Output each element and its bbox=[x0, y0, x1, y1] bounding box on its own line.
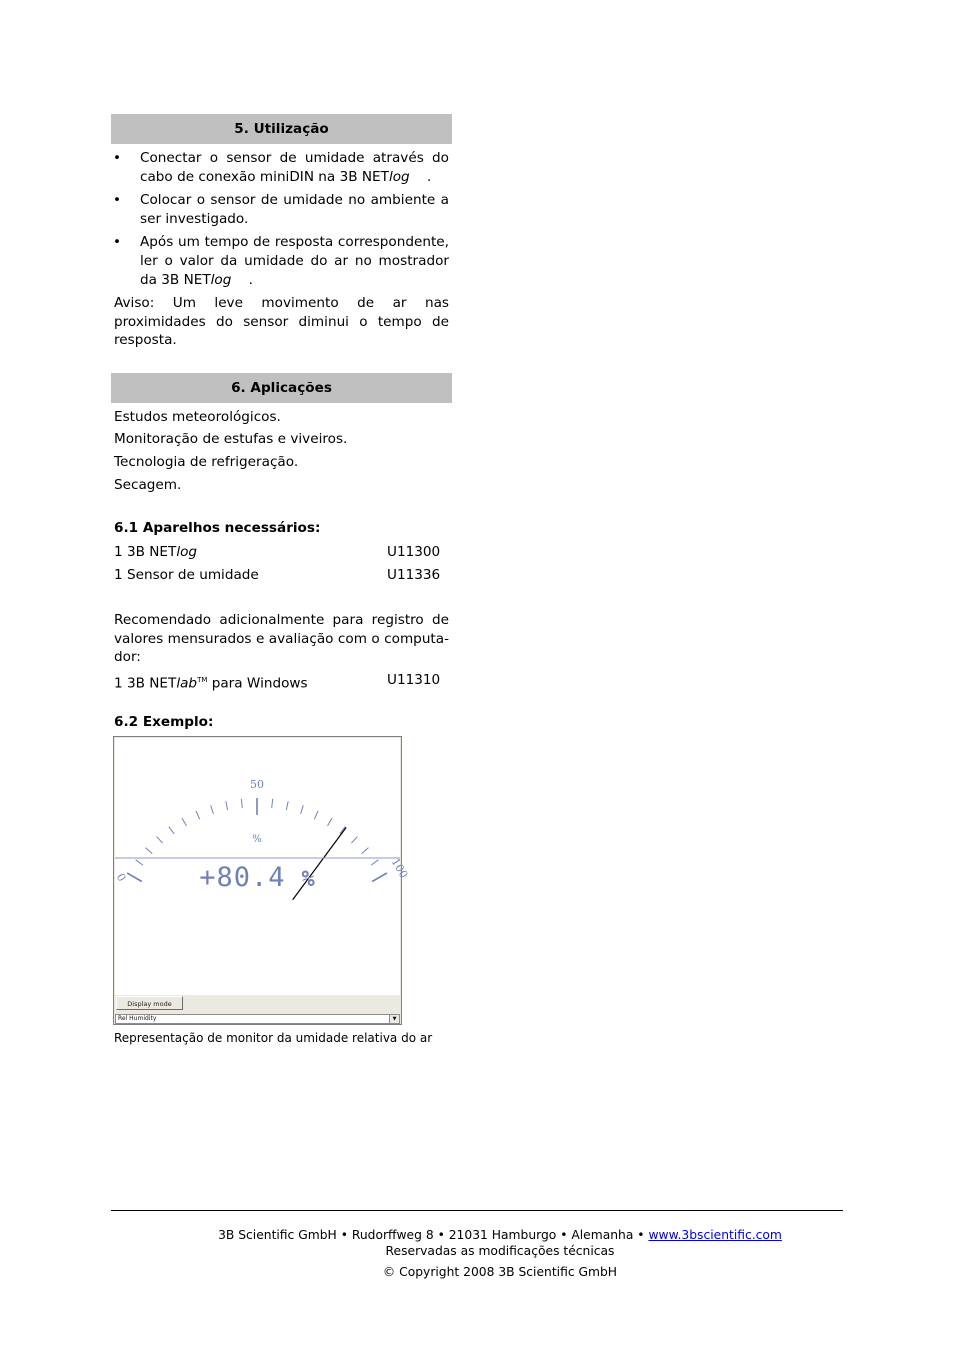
display-mode-button[interactable]: Display mode bbox=[116, 996, 183, 1010]
equipment-item-netlog: 1 3B NETlog bbox=[114, 544, 198, 560]
channel-select[interactable] bbox=[115, 1014, 400, 1024]
application-item: Tecnologia de refrigeração. bbox=[114, 454, 299, 470]
chevron-down-icon[interactable]: ▼ bbox=[389, 1015, 399, 1023]
monitor-display bbox=[113, 738, 411, 995]
equipment-code: U11336 bbox=[387, 567, 441, 583]
gauge-minor-tick bbox=[211, 805, 214, 814]
application-item: Secagem. bbox=[114, 477, 182, 493]
readout-unit: % bbox=[301, 867, 316, 892]
gauge-minor-tick bbox=[226, 801, 228, 810]
footer-copyright: © Copyright 2008 3B Scientific GmbH bbox=[382, 1265, 618, 1279]
equipment-code: U11300 bbox=[387, 544, 441, 560]
recommendation-paragraph bbox=[111, 611, 452, 667]
gauge-label-mid: 50 bbox=[250, 778, 264, 791]
section-6-heading: 6. Aplicações bbox=[111, 373, 452, 403]
gauge-minor-tick bbox=[328, 818, 333, 826]
footer-divider bbox=[111, 1210, 843, 1211]
section-5-body bbox=[111, 149, 452, 350]
footer-reserved: Reservadas as modificações técnicas bbox=[385, 1244, 615, 1258]
equipment-item-netlab: 1 3B NETlab™ para Windows bbox=[114, 675, 308, 692]
gauge-minor-tick bbox=[314, 811, 318, 819]
usage-note: Aviso: Um leve movimento de ar nas proximidades do sensor diminui o tempo de resposta. bbox=[114, 295, 449, 349]
equipment-heading: 6.1 Aparelhos necessários: bbox=[114, 520, 321, 536]
gauge-label-unit: % bbox=[252, 834, 262, 845]
gauge-minor-tick bbox=[351, 837, 357, 844]
gauge-minor-tick bbox=[301, 805, 304, 814]
gauge-label-max: 100 bbox=[388, 855, 411, 881]
gauge-minor-tick bbox=[362, 848, 369, 854]
website-link[interactable]: www.3bscientific.com bbox=[648, 1228, 782, 1242]
usage-step-2: • Colocar o sensor de umidade no ambiente a ser investigado. bbox=[111, 191, 452, 228]
usage-step-1: • Conectar o sensor de umidade através do cabo de conexão miniDIN na 3B NETlog . bbox=[111, 149, 452, 186]
gauge-minor-tick bbox=[157, 837, 163, 844]
footer-address: 3B Scientific GmbH • Rudorffweg 8 • 21031 Hamburgo • Alemanha • www.3bscientific.com bbox=[218, 1228, 782, 1242]
application-item: Monitoração de estufas e viveiros. bbox=[114, 431, 348, 447]
figure-caption: Representação de monitor da umidade relativa do ar bbox=[114, 1031, 433, 1045]
gauge-label-min: 0 bbox=[113, 871, 129, 884]
readout-value: +80.4 bbox=[199, 862, 286, 893]
gauge-minor-tick bbox=[182, 818, 187, 826]
equipment-code: U11310 bbox=[387, 672, 441, 688]
channel-select-value: Rel Humidity bbox=[118, 1015, 157, 1022]
gauge-minor-tick bbox=[196, 811, 200, 819]
usage-list bbox=[111, 149, 452, 289]
equipment-item-sensor: 1 Sensor de umidade bbox=[114, 567, 259, 583]
usage-step-3: • Após um tempo de resposta correspondente, ler o valor da umidade do ar no mostrador da 3B NETlog . bbox=[111, 233, 452, 289]
gauge-minor-tick bbox=[272, 799, 273, 808]
recommendation-text: Recomendado adicionalmente para registro de valores mensurados e avaliação com o computa-dor: bbox=[114, 612, 449, 666]
gauge-minor-tick bbox=[241, 799, 242, 808]
example-heading: 6.2 Exemplo: bbox=[114, 714, 214, 730]
section-5-heading: 5. Utilização bbox=[111, 114, 452, 144]
application-item: Estudos meteorológicos. bbox=[114, 409, 281, 425]
digital-readout bbox=[115, 862, 400, 893]
gauge-minor-tick bbox=[169, 827, 174, 834]
humidity-monitor bbox=[113, 736, 411, 1025]
gauge-minor-tick bbox=[286, 801, 288, 810]
gauge-minor-tick bbox=[146, 848, 153, 854]
